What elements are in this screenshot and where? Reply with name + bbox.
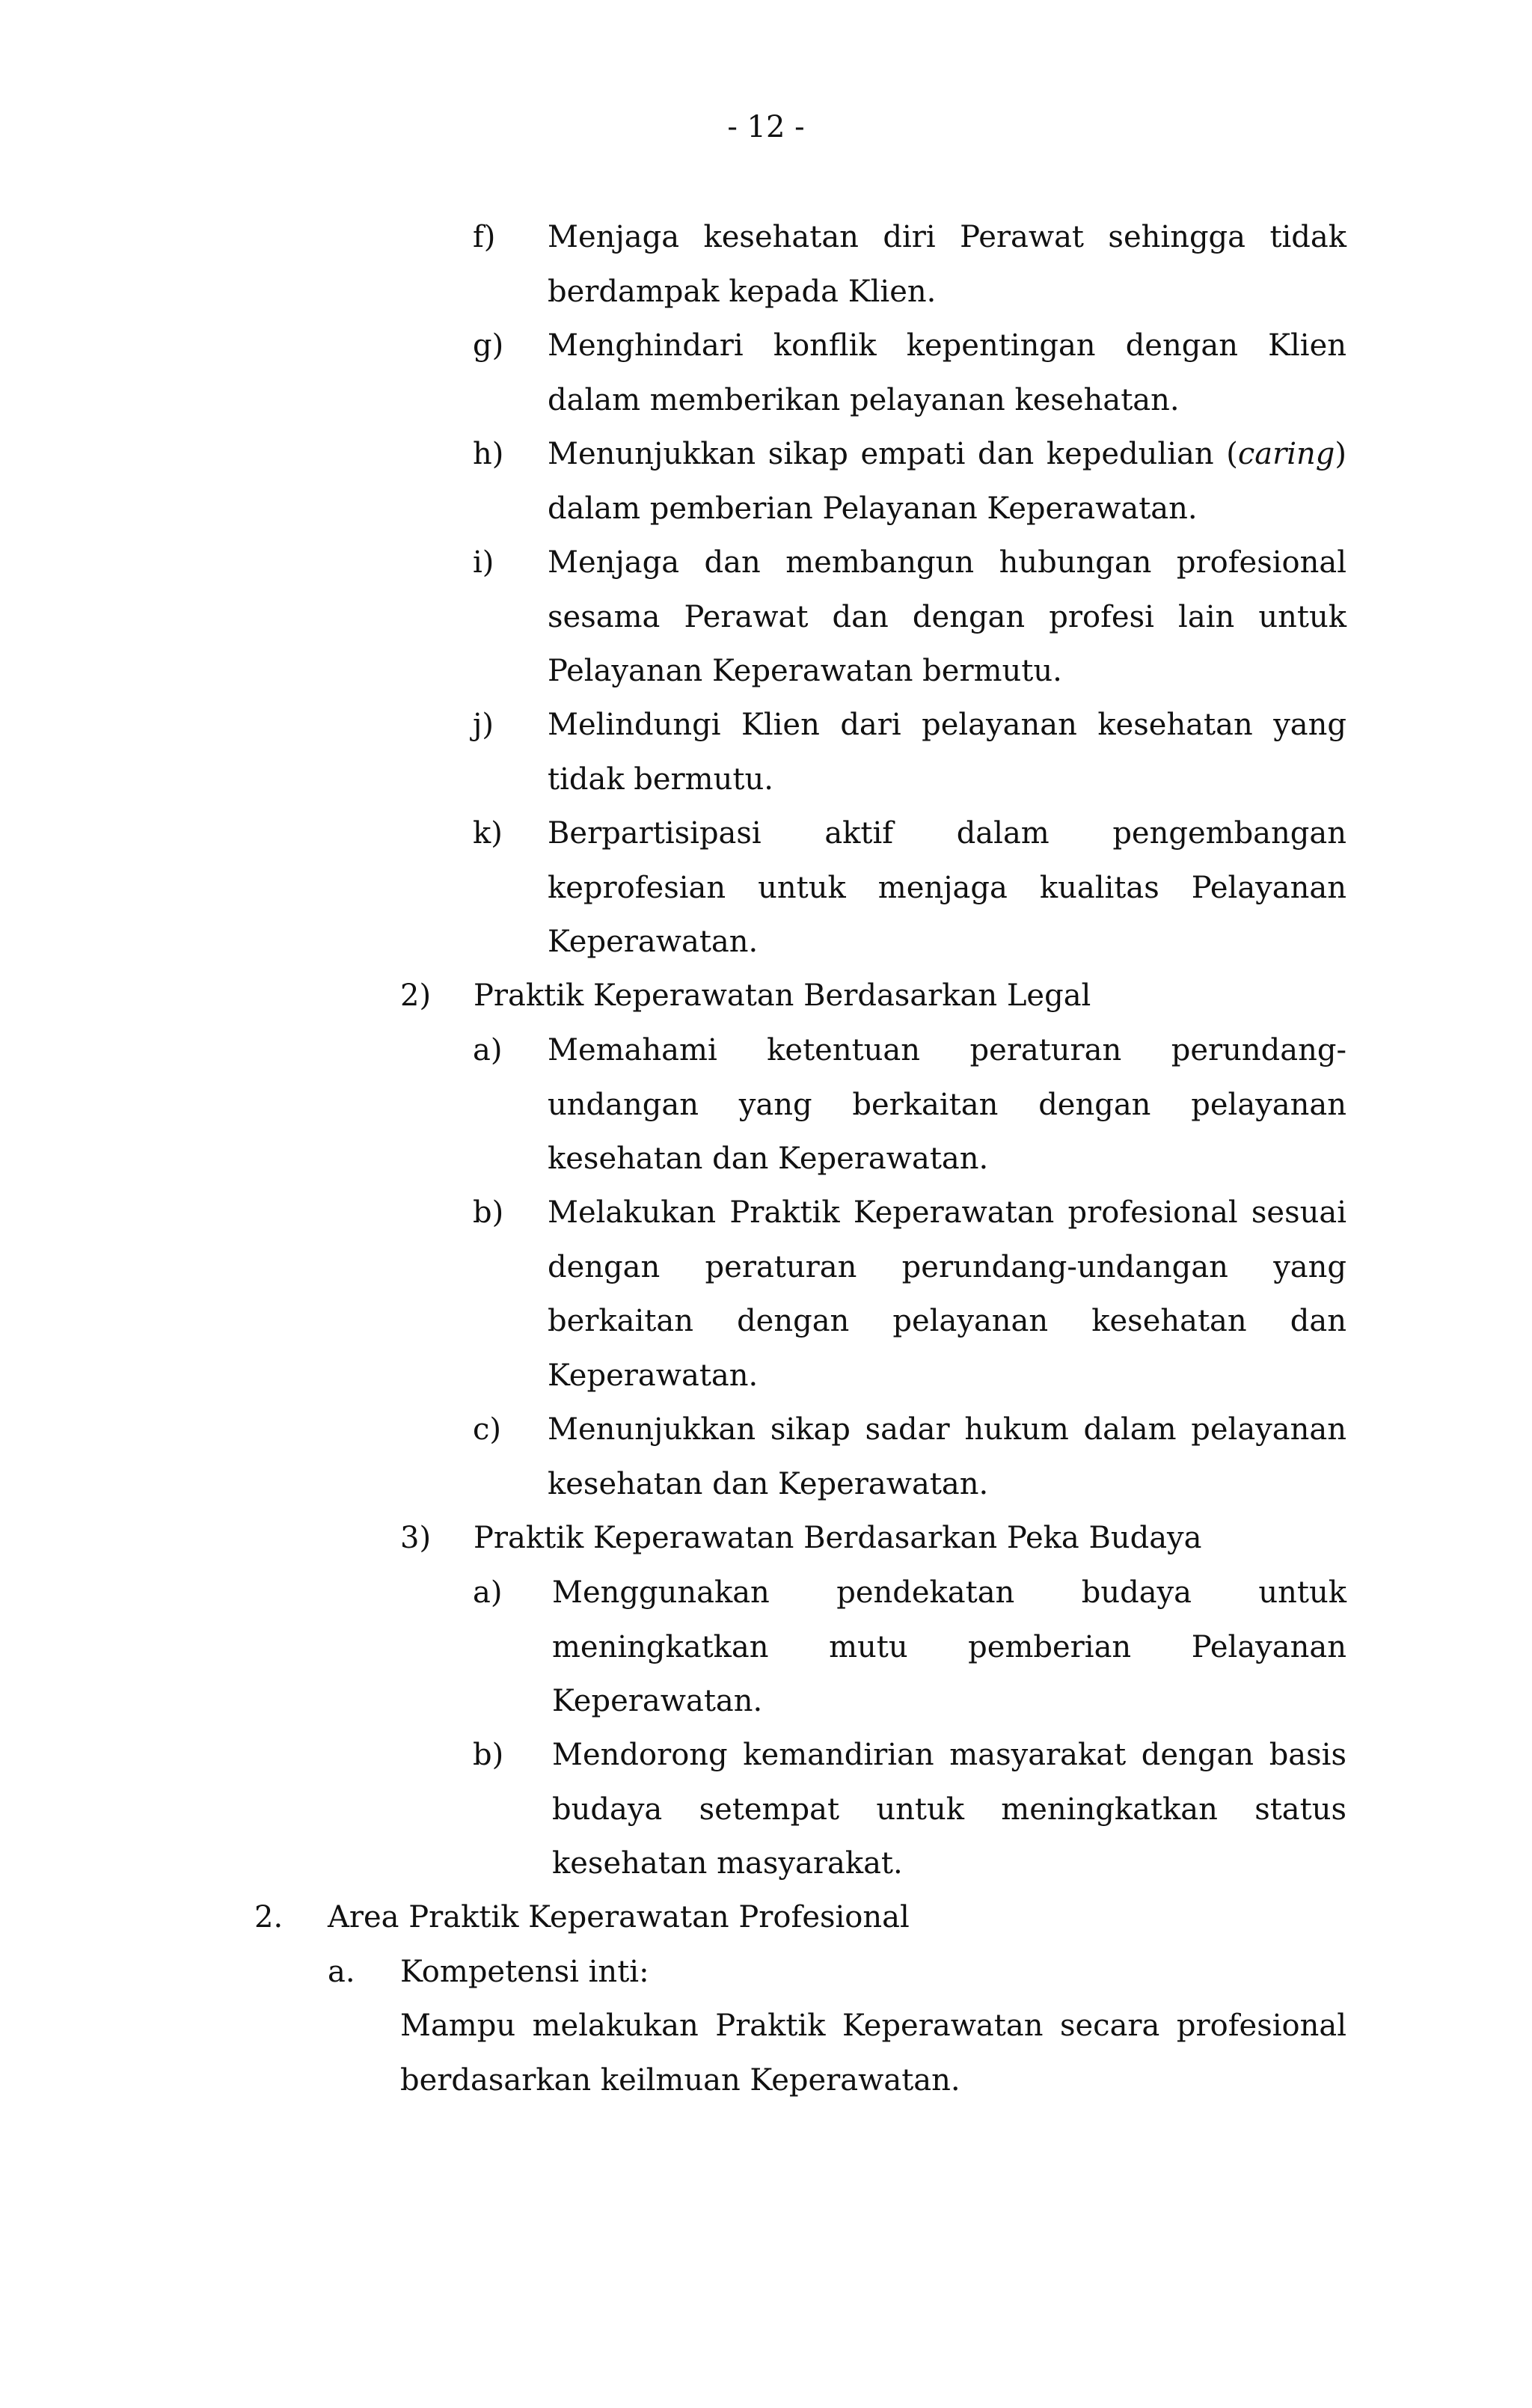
text-line: berdampak kepada Klien. [548, 274, 937, 309]
text-line: Melindungi Klien dari pelayanan kesehatan yang [548, 708, 1346, 742]
text-line: kesehatan masyarakat. [552, 1846, 903, 1881]
text-line: Mampu melakukan Praktik Keperawatan secara profesional [400, 2009, 1346, 2043]
list-item-marker: a) [473, 1575, 503, 1610]
list-item-marker: f) [473, 220, 496, 254]
list-item-marker: h) [473, 437, 504, 471]
list-item-marker: 3) [400, 1521, 432, 1555]
text-line: keprofesian untuk menjaga kualitas Pelayanan [548, 870, 1346, 905]
list-item-text [548, 806, 1346, 969]
text-line: kesehatan dan Keperawatan. [548, 1466, 989, 1501]
text-line: kesehatan dan Keperawatan. [548, 1142, 989, 1176]
list-item-marker: b) [473, 1738, 504, 1772]
text-line: budaya setempat untuk meningkatkan status [552, 1792, 1346, 1827]
text-line: Praktik Keperawatan Berdasarkan Peka Budaya [474, 1521, 1202, 1555]
text-line: dengan peraturan perundang-undangan yang [548, 1249, 1346, 1284]
list-item-marker: k) [473, 816, 503, 851]
list-item-marker: 2) [400, 978, 432, 1013]
list-item-marker: b) [473, 1195, 504, 1230]
text-line: sesama Perawat dan dengan profesi lain untuk [548, 599, 1346, 634]
text-line: meningkatkan mutu pemberian Pelayanan [552, 1629, 1346, 1664]
list-item-text [548, 1403, 1346, 1511]
list-item-text [548, 210, 1346, 319]
text-line: Menjaga kesehatan diri Perawat sehingga tidak [548, 220, 1346, 254]
text-line: Kompetensi inti: [400, 1955, 649, 1989]
list-item-text [548, 698, 1346, 806]
text-line: tidak bermutu. [548, 762, 773, 797]
list-item-text [548, 1186, 1346, 1403]
list-item-text [548, 1023, 1346, 1186]
text-line: Keperawatan. [552, 1684, 763, 1718]
text-line: berkaitan dengan pelayanan kesehatan dan [548, 1304, 1346, 1338]
list-item-text [400, 1999, 1346, 2107]
text-line: dalam pemberian Pelayanan Keperawatan. [548, 491, 1198, 526]
list-item-marker: c) [473, 1412, 502, 1447]
list-item-text [474, 969, 1346, 1023]
list-item-text [552, 1566, 1346, 1729]
list-item-text [552, 1728, 1346, 1891]
list-item-marker: g) [473, 328, 504, 363]
text-line: Keperawatan. [548, 925, 759, 959]
list-item-marker: j) [473, 708, 494, 742]
text-line: Menunjukkan sikap empati dan kepedulian (caring) [548, 437, 1346, 471]
text-line: Menjaga dan membangun hubungan profesional [548, 545, 1346, 580]
text-line: Memahami ketentuan peraturan perundang- [548, 1033, 1346, 1067]
text-line: Mendorong kemandirian masyarakat dengan basis [552, 1738, 1346, 1772]
text-line: Menunjukkan sikap sadar hukum dalam pelayanan [548, 1412, 1346, 1447]
list-item-text [474, 1511, 1346, 1566]
text-line: Melakukan Praktik Keperawatan profesional sesuai [548, 1195, 1346, 1230]
text-line: Menghindari konflik kepentingan dengan Klien [548, 328, 1346, 363]
list-item-marker: a. [328, 1955, 355, 1989]
list-item-text [328, 1890, 1346, 1945]
text-line: undangan yang berkaitan dengan pelayanan [548, 1087, 1346, 1122]
text-line: Area Praktik Keperawatan Profesional [328, 1900, 910, 1934]
text-line: dalam memberikan pelayanan kesehatan. [548, 382, 1180, 417]
list-item-text [400, 1945, 1346, 2000]
list-item-marker: i) [473, 545, 494, 580]
text-line: Pelayanan Keperawatan bermutu. [548, 654, 1062, 688]
list-item-text [548, 319, 1346, 427]
text-line: Keperawatan. [548, 1358, 759, 1393]
text-line: Berpartisipasi aktif dalam pengembangan [548, 816, 1346, 851]
list-item-text [548, 536, 1346, 699]
list-item-marker: a) [473, 1033, 503, 1067]
list-item-text [548, 427, 1346, 536]
text-line: Menggunakan pendekatan budaya untuk [552, 1575, 1346, 1610]
text-line: Praktik Keperawatan Berdasarkan Legal [474, 978, 1091, 1013]
list-item-marker: 2. [254, 1900, 284, 1934]
page-number: - 12 - [727, 110, 805, 144]
text-line: berdasarkan keilmuan Keperawatan. [400, 2062, 960, 2098]
